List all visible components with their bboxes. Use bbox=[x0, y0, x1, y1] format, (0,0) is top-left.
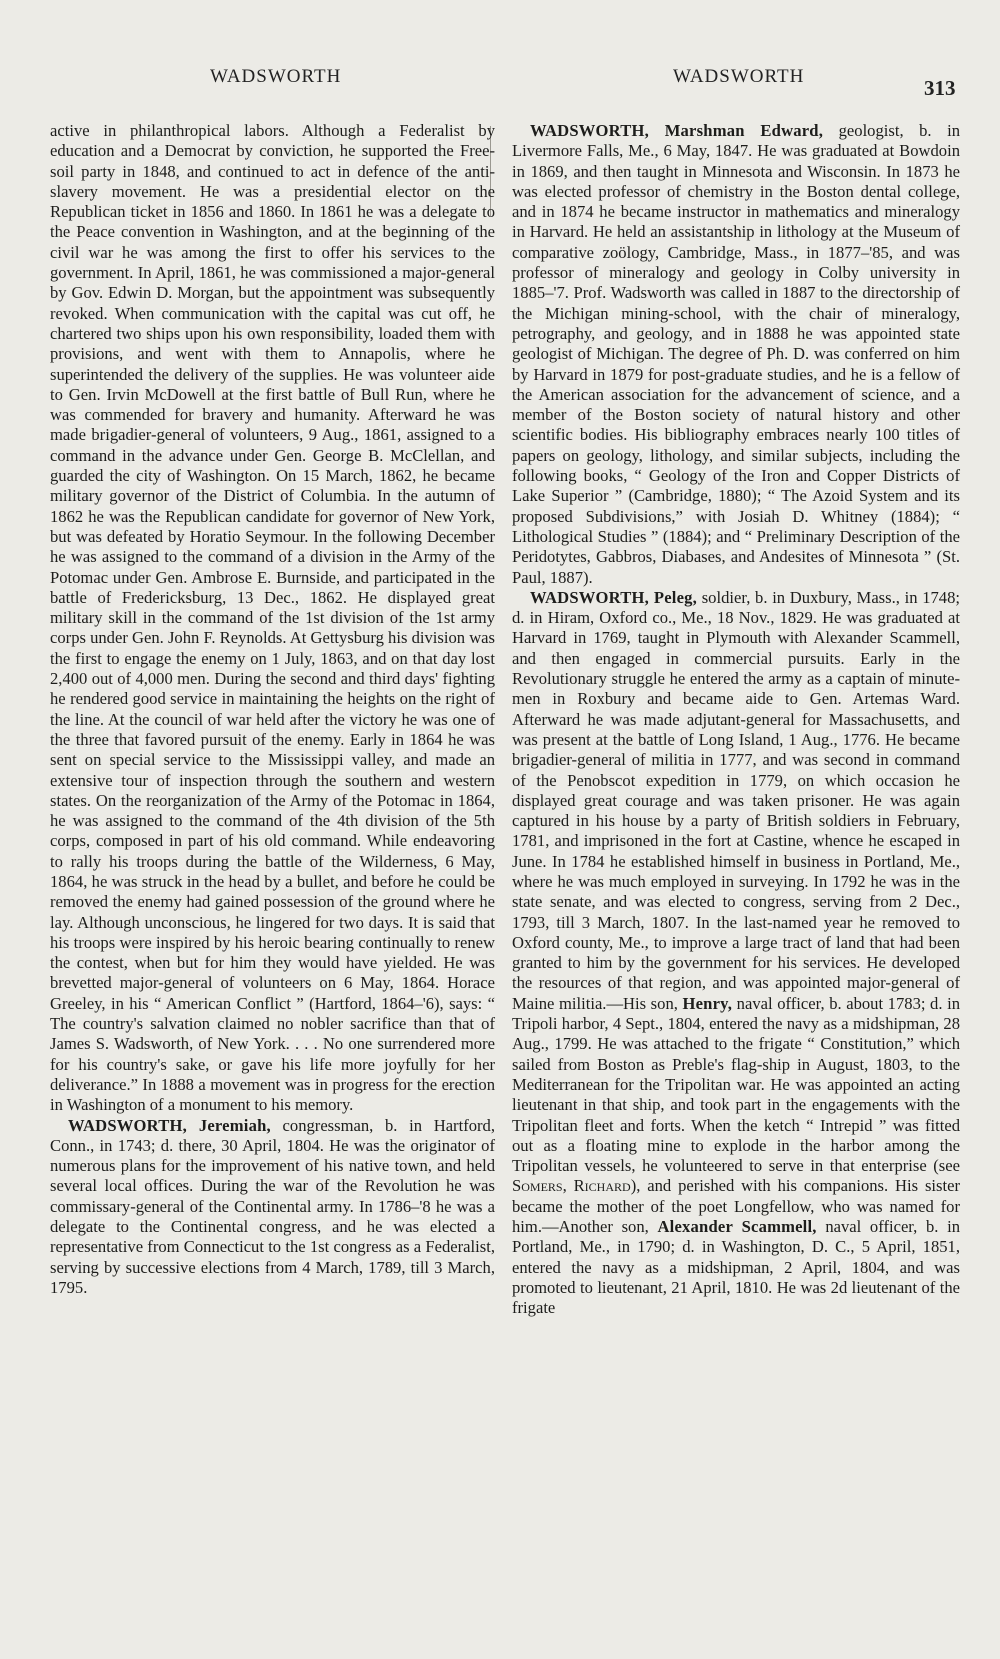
entry-body: ), and perished with his companions. His sister became the mother of the poet Longfellow, who was named for him.—Another son, bbox=[512, 1176, 960, 1237]
entry-heading: WADSWORTH, Marshman Edward, bbox=[530, 121, 824, 140]
entry-heading: WADSWORTH, Peleg, bbox=[530, 587, 697, 607]
sub-entry-heading: Henry, bbox=[682, 993, 733, 1013]
left-column bbox=[50, 121, 495, 1298]
entry-body: geologist, b. in Livermore Falls, Me., 6 May, 1847. He was graduated at Bowdoin in 1869, and then taught in Minnesota and Wisconsin. In 1873 he was elected professor of chemistry in the Boston dental college, and in 1874 he became instructor in mathematics and mineralogy in Harvard. He held an assistantship in lithology at the Museum of comparative zoölogy, Cambridge, Mass., in 1877–'85, and was professor of mineralogy and geology in Colby university in 1885–'7. Prof. Wadsworth was called in 1887 to the directorship of the Michigan mining-school, with the chair of mineralogy, petrography, and geology, and in 1888 he was appointed state geologist of Michigan. The degree of Ph. D. was conferred on him by Harvard in 1879 for post-graduate studies, and he is a fellow of the American association for the advancement of science, and a member of the Boston society of natural history and other scientific bodies. His bibliography embraces nearly 100 titles of papers on geology, lithology, and similar subjects, including the following books, “ Geology of the Iron and Copper Districts of Lake Superior ” (Cambridge, 1880); “ The Azoid System and its proposed Subdivisions,” with Josiah D. Whitney (1884); “ Lithological Studies ” (1884); and “ Preliminary Description of the Peridotytes, Gabbros, Diabases, and Andesites of Minnesota ” (St. Paul, 1887). bbox=[512, 121, 960, 587]
entry-body: naval officer, b. about 1783; d. in Tripoli harbor, 4 Sept., 1804, entered the navy as a midshipman, 28 Aug., 1799. He was attached to the frigate “ Constitution,” which sailed from Boston as Preble's flag-ship in August, 1803, to the Mediterranean for the Tripolitan war. He was appointed an acting lieutenant in that ship, and took part in the engagements with the Tripolitan fleet and forts. When the ketch “ Intrepid ” was fitted out as a floating mine to explode in the harbor among the Tripolitan vessels, he volunteered to serve in that enterprise (see bbox=[512, 993, 961, 1176]
entry-jeremiah bbox=[50, 1116, 495, 1299]
entry-body: congressman, b. in Hartford, Conn., in 1743; d. there, 30 April, 1804. He was the originator of numerous plans for the improvement of his native town, and held several local offices. During the war of the Revolution he was commissary-general of the Continental army. In 1786–'8 he was a delegate to the Continental congress, and he was elected a representative from Connecticut to the 1st congress as a Federalist, serving by successive elections from 4 March, 1789, till 3 March, 1795. bbox=[50, 1115, 495, 1297]
page-number: 313 bbox=[924, 76, 956, 100]
running-head-left: WADSWORTH bbox=[210, 66, 342, 87]
entry-body: soldier, b. in Duxbury, Mass., in 1748; d. in Hiram, Oxford co., Me., 18 Nov., 1829. He was graduated at Harvard in 1769, taught in Plymouth with Alexander Scammell, and then engaged in commercial pursuits. Early in the Revolutionary struggle he entered the army as a captain of minute-men in Roxbury and became aide to Gen. Artemas Ward. Afterward he was made adjutant-general for Massachusetts, and was present at the battle of Long Island, 1 Aug., 1776. He became brigadier-general of militia in 1777, and was second in command of the Penobscot expedition in 1779, on which occasion he displayed great courage and was taken prisoner. He was again captured in his house by a party of British soldiers in February, 1781, and imprisoned in the fort at Castine, whence he escaped in June. In 1784 he established himself in business in Portland, Me., where he was much employed in surveying. In 1792 he was in the state senate, and was elected to congress, serving from 2 Dec., 1793, till 3 March, 1807. In the last-named year he removed to Oxford county, Me., to improve a large tract of land that had been granted to him by the government for his services. He developed the resources of that region, and was appointed major-general of Maine militia.—His son, bbox=[512, 587, 960, 1013]
entry-heading: WADSWORTH, Jeremiah, bbox=[68, 1115, 271, 1135]
running-head-right: WADSWORTH bbox=[673, 66, 805, 87]
entry-body: naval officer, b. in Portland, Me., in 1790; d. in Washington, D. C., 5 April, 1851, entered the navy as a midshipman, 2 April, 1804, and was promoted to lieutenant, 21 April, 1810. He was 2d lieutenant of the frigate bbox=[512, 1217, 960, 1318]
cross-reference: Somers, Richard bbox=[512, 1176, 631, 1196]
continued-entry-text: active in philanthropical labors. Although a Federalist by education and a Democrat by conviction, he supported the Free-soil party in 1848, and continued to act in defence of the anti-slavery movement. He was a presidential elector on the Republican ticket in 1856 and 1860. In 1861 he was a delegate to the Peace convention in Washington, and at the beginning of the civil war he was among the first to offer his services to the government. In April, 1861, he was commissioned a major-general by Gov. Edwin D. Morgan, but the appointment was subsequently revoked. When communication with the capital was cut off, he chartered two ships upon his own responsibility, loaded them with provisions, and went with them to Annapolis, where he superintended the delivery of the supplies. He was volunteer aide to Gen. Irvin McDowell at the first battle of Bull Run, where he was commended for bravery and humanity. Afterward he was made brigadier-general of volunteers, 9 Aug., 1861, assigned to a command in the advance under Gen. George B. McClellan, and guarded the city of Washington. On 15 March, 1862, he became military governor of the District of Columbia. In the autumn of 1862 he was the Republican candidate for governor of New York, but was defeated by Horatio Seymour. In the following December he was assigned to the command of a division in the Army of the Potomac under Gen. Ambrose E. Burnside, and participated in the battle of Fredericksburg, 13 Dec., 1862. He displayed great military skill in the command of the 1st division of the 1st army corps under Gen. John F. Reynolds. At Gettysburg his division was the first to engage the enemy on 1 July, 1863, and on that day lost 2,400 out of 4,000 men. During the second and third days' fighting he rendered good service in maintaining the heights on the right of the line. At the council of war held after the victory he was one of the three that favored pursuit of the enemy. Early in 1864 he was sent on special service to the Mississippi valley, and made an extensive tour of inspection through the southern and western states. On the reorganization of the Army of the Potomac in 1864, he was assigned to the command of the 4th division of the 5th corps, composed in part of his old command. While endeavoring to rally his troops during the battle of the Wilderness, 6 May, 1864, he was struck in the head by a bullet, and before he could be removed the enemy had gained possession of the ground where he lay. Although unconscious, he lingered for two days. It is said that his troops were inspired by his heroic bearing continually to renew the contest, when but for him they would have yielded. He was brevetted major-general of volunteers on 6 May, 1864. Horace Greeley, in his “ American Conflict ” (Hartford, 1864–'6), says: “ The country's salvation claimed no nobler sacrifice than that of James S. Wadsworth, of New York. . . . No one surrendered more for his country's sake, or gave his life more joyfully for her deliverance.” In 1888 a movement was in progress for the erection in Washington of a monument to his memory. bbox=[50, 121, 495, 1115]
entry-peleg bbox=[512, 588, 960, 1319]
sub-entry-heading: Alexander Scammell, bbox=[657, 1217, 817, 1237]
right-column bbox=[512, 121, 960, 1319]
entry-marshman bbox=[512, 121, 960, 588]
